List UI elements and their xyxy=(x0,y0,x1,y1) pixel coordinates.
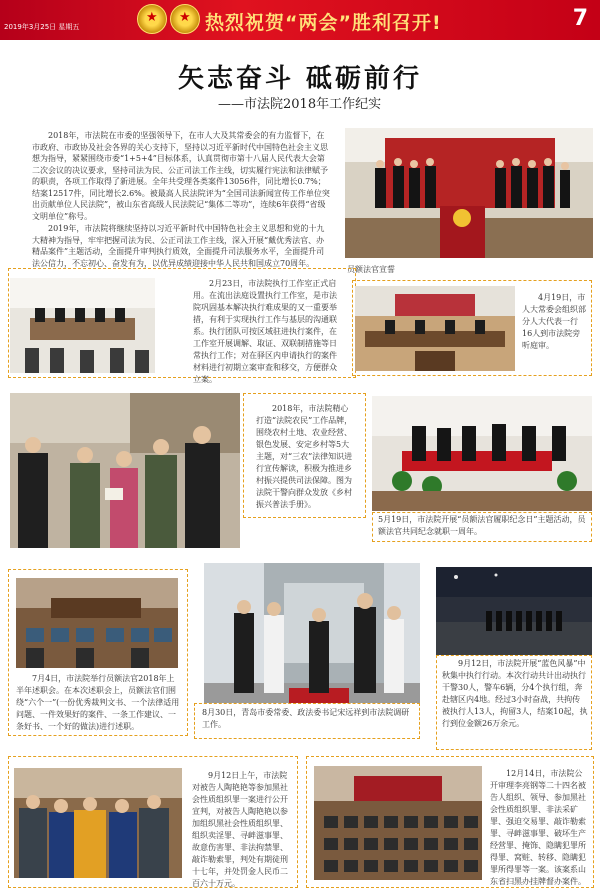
intro-paragraph: 2019年，市法院将继续坚持以习近平新时代中国特色社会主义思想和党的十九大精神为指导，牢牢把握司法为民、公正司法工作主线，深入开展“戴优秀法官、办精品案件”主题活动，全面提升审判执行质效，全面提升司法服务水平，全面提升司法公信力，不忘初心、奋发有为，以优异成绩迎接中华人民共和国成立70周年。 xyxy=(32,224,325,268)
sep12b-photo xyxy=(14,768,182,878)
page-number: 7 xyxy=(572,6,588,31)
feb23-caption: 2月23日，市法院执行工作室正式启用。在流出法庭设置执行工作室，是市法院巩固基本解决执行难成果的又一重要举措，有利于实现执行工作与基层的沟通联系。执行团队可按区域驻进执行案件，在工作室开展调解、取证、双联制措施等日常执行工作；对在驿区内申请执行的案件材料进行初期立案审查和移交，方便群众立案。 xyxy=(193,279,337,384)
dec14-caption: 12月14日，市法院公开审理李亮钢等二十四名被告人组织、领导、参加黑社会性质组织罪、非法采矿罪、强迫交易罪、敲诈勒索罪、寻衅滋事罪、破坏生产经营罪、掩饰、隐瞒犯罪所得罪、窝赃、转移、隐瞒犯罪所得罪等一案。该案系山东省扫黑办挂牌督办案件。 xyxy=(490,769,586,886)
may19-photo xyxy=(372,396,592,511)
sep12-caption: 9月12日，市法院开展“蓝色风暴”中秋集中执行行动。本次行动共计出动执行干警30人，警车6辆，分4个执行组，奔赴辖区内4地。经过3小时奋战，共拘传被执行人13人，拘留3人，结案10起，执行到位金额26万余元。 xyxy=(442,659,588,728)
top-banner xyxy=(0,0,600,40)
cppcc-emblem-icon xyxy=(170,4,200,34)
intro-paragraph: 2018年，市法院在市委的坚强领导下，在市人大及其常委会的有力监督下，在市政府、市政协及社会各界的关心支持下，坚持以习近平新时代中国特色社会主义思想为指导，紧紧围绕市委“1+5+4”目标体系，认真贯彻市第十八届人民代表大会第二次会议的决议要求，坚持司法为民、公正司法工作主线，切实履行宪法和法律赋予的职责，各项工作取得了新进展。全年共受理各类案件13056件，同比增长0.7%；结案12517件，同比增长2.6%。被最高人民法院评为“全国司法新闻宣传工作单位突出贡献单位人民法院”，被山东省高级人民法院记“集体二等功”，连续6年获得“省级文明单位”称号。 xyxy=(32,131,330,221)
page-title: 矢志奋斗 砥砺前行 xyxy=(177,64,423,94)
sep12-photo xyxy=(436,567,592,655)
oath-photo xyxy=(345,128,593,258)
intro-article xyxy=(32,130,332,270)
banner-headline: 热烈祝贺“两会”胜利召开! xyxy=(205,12,442,34)
jul4-photo xyxy=(16,578,178,668)
issue-date: 2019年3月25日 星期五 xyxy=(4,23,80,31)
apr19-photo xyxy=(355,286,515,371)
party-emblem-icon xyxy=(137,4,167,34)
aug30-caption: 8月30日，青岛市委常委、政法委书记宋远祥到市法院调研工作。 xyxy=(202,708,410,729)
sep12b-caption: 9月12日上午，市法院对被告人陶艳艳等参加黑社会性质组织罪一案进行公开宣判，对被告人陶艳艳以参加组织黑社会性质组织罪、组织卖淫罪、寻衅滋事罪、故意伤害罪、非法拘禁罪、敲诈勒索罪，判处有期徒刑十七年，并处罚金人民币二百六十万元。 xyxy=(192,771,288,888)
apr19-caption: 4月19日，市人大常委会组织部分人大代表一行16人到市法院旁听庭审。 xyxy=(522,293,586,350)
farmer-caption: 2018年，市法院精心打造“法院农民”工作品牌，围绕农村土地、农业经营、银色发展、安定乡村等5大主题，对“三农”法律知识进行宣传解读，积极为推进乡村振兴提供司法保障。图为法院干警向群众发放《乡村振兴普法手册》。 xyxy=(256,404,353,509)
may19-caption: 5月19日，市法院开展“员额法官履职纪念日”主题活动，员额法官共同纪念就职一周年。 xyxy=(378,515,586,536)
dec14-photo xyxy=(314,766,482,880)
aug30-photo xyxy=(204,563,420,703)
farmer-outreach-photo xyxy=(10,393,240,548)
oath-caption: 员额法官宣誓 xyxy=(347,265,395,274)
page-subtitle: ——市法院2018年工作纪实 xyxy=(218,97,382,112)
jul4-caption: 7月4日，市法院举行员额法官2018年上半年述职会。在本次述职会上，员额法官们围绕“六个一”(一份优秀裁判文书、一个法律适用问题、一件效果好的案件、一条工作建议、一条好书、一个好的做法)进行述职。 xyxy=(16,674,180,731)
feb23-photo xyxy=(10,278,155,373)
